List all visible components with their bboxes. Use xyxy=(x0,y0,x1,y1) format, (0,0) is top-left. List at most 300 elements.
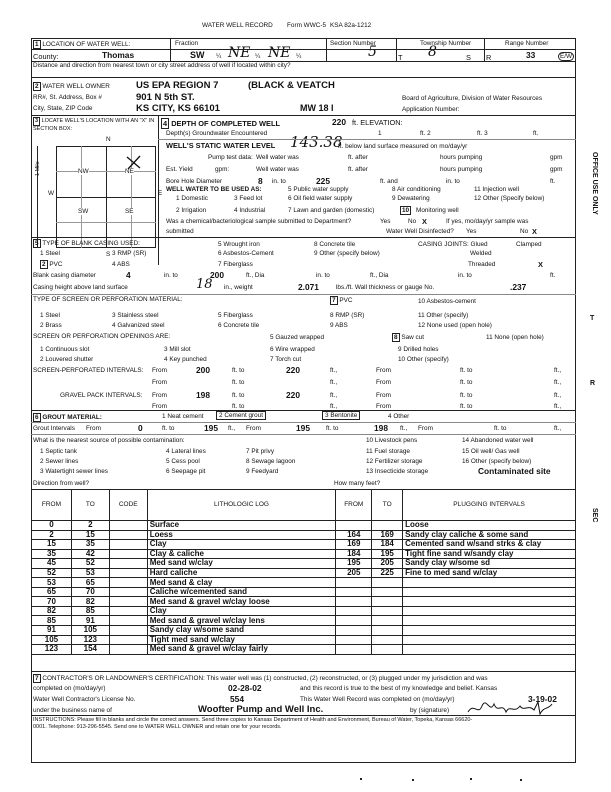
disinfected-no: No xyxy=(520,228,529,235)
se-label: SE xyxy=(125,208,134,215)
log-cell-code xyxy=(109,568,147,578)
mw-value: MW 18 I xyxy=(300,103,334,113)
contam-13: 13 Insecticide storage xyxy=(366,468,429,475)
log-cell-lithology: Med sand & gravel w/clay loose xyxy=(147,597,336,607)
grout-intervals-label: Grout Intervals xyxy=(33,425,75,432)
quarter-1: ¼ xyxy=(216,53,222,60)
board-label: Board of Agriculture, Division of Water Resources xyxy=(402,95,543,102)
bore-to-value: 225 xyxy=(316,176,330,186)
spi-ft-to: ft. to xyxy=(232,367,245,374)
scan-speck xyxy=(412,779,414,781)
screen-9: 9 ABS xyxy=(330,322,348,329)
casing-ft-dia-2: ft., Dia xyxy=(370,272,389,279)
s-label: S xyxy=(466,53,471,62)
table-row xyxy=(32,645,576,655)
contam-9: 9 Feedyard xyxy=(246,468,279,475)
log-cell-lithology: Surface xyxy=(147,521,336,531)
sw-label: SW xyxy=(78,208,89,215)
form-title: WATER WELL RECORD xyxy=(202,22,273,29)
casing-ft-dia: ft., Dia xyxy=(246,272,265,279)
log-cell-lithology: Med sand & gravel w/clay lens xyxy=(147,616,336,626)
spi-ft-4: ft., xyxy=(554,379,562,386)
quarter-2: ¼ xyxy=(255,53,261,60)
contam-8: 8 Sewage lagoon xyxy=(246,458,296,465)
license-value: 554 xyxy=(230,694,244,704)
open-7: 7 Torch cut xyxy=(270,356,302,363)
screen-2: 2 Brass xyxy=(40,322,62,329)
contam-2: 2 Sewer lines xyxy=(40,458,79,465)
log-cell-lithology: Caliche w/cemented sand xyxy=(147,587,336,597)
log-cell-from: 45 xyxy=(32,559,72,569)
grout-ft-to-3: ft. to xyxy=(494,425,507,432)
log-cell-plug-from xyxy=(336,635,372,645)
open-3: 3 Mill slot xyxy=(164,346,191,353)
log-cell-code xyxy=(109,521,147,531)
depth-value: 220 xyxy=(332,117,346,127)
log-cell-from: 91 xyxy=(32,626,72,636)
signature-label: by (signature) xyxy=(410,707,450,714)
table-row xyxy=(32,578,576,588)
static-level-value: 143.38 xyxy=(290,133,343,151)
range-number-label: Range Number xyxy=(505,40,549,47)
casing-7: 7 Fiberglass xyxy=(218,261,253,268)
log-cell-plug-from xyxy=(336,587,372,597)
log-cell-code xyxy=(109,606,147,616)
log-cell-code xyxy=(109,578,147,588)
contam-3: 3 Watertight sewer lines xyxy=(40,468,108,475)
contam-5: 5 Cess pool xyxy=(166,458,200,465)
use-11: 11 Injection well xyxy=(474,186,519,193)
owner-value: US EPA REGION 7 xyxy=(136,80,219,91)
log-cell-plugging: Fine to med sand w/clay xyxy=(403,568,576,578)
screen-material-label: TYPE OF SCREEN OR PERFORATION MATERIAL: xyxy=(33,296,183,303)
elevation-label: ft. ELEVATION: xyxy=(352,118,403,127)
business-value: Woofter Pump and Well Inc. xyxy=(198,704,324,715)
instructions-line-1: INSTRUCTIONS: Please fill in blanks and circle the correct answers. Send three copies to Kansas Department of Health and Environment, Bureau of Water, Topeka, Kansas 66620- xyxy=(33,717,473,723)
open-8-sawcut: 8 Saw cut xyxy=(394,334,425,341)
log-cell-code xyxy=(109,549,147,559)
log-cell-plugging: Tight fine sand w/sandy clay xyxy=(403,549,576,559)
grout-to-2-value: 198 xyxy=(374,423,388,433)
license-label: Water Well Contractor's License No. xyxy=(33,696,136,703)
log-cell-plugging: Cemented sand w/sand strks & clay xyxy=(403,540,576,550)
side-t-label: T xyxy=(590,315,595,322)
contam-12: 12 Fertilizer storage xyxy=(366,458,423,465)
gpm-2: gpm: xyxy=(215,166,230,173)
table-row xyxy=(32,606,576,616)
open-5: 5 Gauzed wrapped xyxy=(270,334,325,341)
log-cell-to: 15 xyxy=(71,530,109,540)
log-cell-plug-from xyxy=(336,597,372,607)
t-label: T xyxy=(398,53,403,62)
table-row xyxy=(32,559,576,569)
casing-to-value: 200 xyxy=(210,270,224,280)
contam-15: 15 Oil well/ Gas well xyxy=(462,448,520,455)
spi-ft-to-4: ft. to xyxy=(460,379,473,386)
log-header-row xyxy=(32,490,576,521)
screen-3: 3 Stainless steel xyxy=(112,312,159,319)
contam-other-value: Contaminated site xyxy=(478,466,551,476)
contam-1: 1 Septic tank xyxy=(40,448,77,455)
grout-from-2-value: 195 xyxy=(296,423,310,433)
gp-from-value: 198 xyxy=(196,390,210,400)
log-cell-plugging xyxy=(403,635,576,645)
completed-label: completed on (mo/day/yr) xyxy=(33,685,106,692)
casing-in-to: in. to xyxy=(164,272,178,279)
log-cell-code xyxy=(109,626,147,636)
log-cell-plug-to: 195 xyxy=(372,549,403,559)
log-cell-from: 123 xyxy=(32,645,72,655)
log-cell-plug-to xyxy=(372,521,403,531)
gw-4: ft. xyxy=(533,130,539,137)
grout-2: 2 Cement grout xyxy=(216,411,266,420)
use-10-label: Monitoring well xyxy=(416,207,459,214)
section-4-depth: 4 DEPTH OF COMPLETED WELL xyxy=(163,119,280,128)
gp-ft-2: ft., xyxy=(554,392,562,399)
bore-diameter-label: Bore Hole Diameter xyxy=(166,178,223,185)
fraction-label: Fraction xyxy=(175,40,199,47)
log-cell-from: 105 xyxy=(32,635,72,645)
submitted-label: submitted xyxy=(166,228,194,235)
gp-ft-to-4: ft. to xyxy=(460,403,473,410)
south-label: S xyxy=(106,251,111,258)
well-use-label: WELL WATER TO BE USED AS: xyxy=(166,186,262,193)
log-cell-plug-from xyxy=(336,626,372,636)
contam-10: 10 Livestock pens xyxy=(366,437,418,444)
casing-in-to-3: in. to xyxy=(458,272,472,279)
use-8: 8 Air conditioning xyxy=(392,186,441,193)
table-row xyxy=(32,597,576,607)
casing-8: 8 Concrete tile xyxy=(314,241,356,248)
gpm-3: gpm xyxy=(550,166,563,173)
table-row xyxy=(32,616,576,626)
grout-ft-3: ft., xyxy=(554,425,562,432)
gp-from-label-3: From xyxy=(152,403,167,410)
casing-diameter-label: Blank casing diameter xyxy=(33,272,96,279)
chem-question: Was a chemical/bacteriological sample submitted to Department? xyxy=(166,218,352,225)
log-cell-plug-from xyxy=(336,578,372,588)
north-label: N xyxy=(106,136,111,143)
log-cell-plug-from: 205 xyxy=(336,568,372,578)
header-from: FROM xyxy=(32,490,72,521)
section-5-label: 5 TYPE OF BLANK CASING USED: xyxy=(35,240,140,247)
grout-4: 4 Other xyxy=(388,413,410,420)
casing-3: 3 RMP (SR) xyxy=(112,250,147,257)
open-9: 9 Drilled holes xyxy=(398,346,439,353)
log-cell-from: 0 xyxy=(32,521,72,531)
log-cell-lithology: Med sand & clay xyxy=(147,578,336,588)
gravel-label: GRAVEL PACK INTERVALS: xyxy=(60,392,143,399)
pump-test-label: Pump test data: xyxy=(208,154,253,161)
log-cell-from: 85 xyxy=(32,616,72,626)
spi-from-label: From xyxy=(152,367,167,374)
open-2: 2 Louvered shutter xyxy=(40,356,94,363)
log-cell-to: 2 xyxy=(71,521,109,531)
spi-from-value: 200 xyxy=(196,365,210,375)
header-plugging: PLUGGING INTERVALS xyxy=(403,490,576,521)
gp-ft-to: ft. to xyxy=(232,392,245,399)
gw-1: 1 xyxy=(378,130,382,137)
grout-from-2: From xyxy=(246,425,261,432)
city-label: City, State, ZIP Code xyxy=(33,105,93,112)
log-cell-code xyxy=(109,635,147,645)
form-number: Form WWC-5 xyxy=(287,22,327,29)
log-cell-lithology: Tight med sand w/clay xyxy=(147,635,336,645)
grout-to-1-value: 195 xyxy=(204,423,218,433)
scan-speck xyxy=(360,778,362,780)
section-1-label: 1 LOCATION OF WATER WELL: xyxy=(35,41,131,48)
gp-to-value: 220 xyxy=(286,390,300,400)
log-cell-from: 70 xyxy=(32,597,72,607)
log-cell-from: 65 xyxy=(32,587,72,597)
log-cell-to: 154 xyxy=(71,645,109,655)
casing-9: 9 Other (specify below) xyxy=(314,250,380,257)
log-cell-plugging xyxy=(403,645,576,655)
use-6: 6 Oil field water supply xyxy=(288,195,353,202)
casing-in-to-2: in. to xyxy=(316,272,330,279)
township-number-label: Township Number xyxy=(420,40,472,47)
bore-ft-2: ft. xyxy=(550,178,556,185)
log-cell-from: 35 xyxy=(32,549,72,559)
fraction-1: SW xyxy=(190,50,205,60)
ft-after-2: ft. after xyxy=(348,166,368,173)
use-1: 1 Domestic xyxy=(176,195,208,202)
casing-height-value: 18 xyxy=(196,277,213,292)
log-cell-plug-to xyxy=(372,606,403,616)
log-cell-to: 35 xyxy=(71,540,109,550)
section-6-label: 6 GROUT MATERIAL: xyxy=(35,414,102,421)
log-cell-plugging: Loose xyxy=(403,521,576,531)
hours-pumping-1: hours pumping xyxy=(440,154,483,161)
table-row xyxy=(32,521,576,531)
log-cell-from: 52 xyxy=(32,568,72,578)
log-cell-to: 105 xyxy=(71,626,109,636)
gp-ft-1: ft., xyxy=(330,392,338,399)
application-label: Application Number: xyxy=(402,106,460,113)
log-cell-plug-from: 184 xyxy=(336,549,372,559)
spi-to-value: 220 xyxy=(286,365,300,375)
open-11: 11 None (open hole) xyxy=(486,334,544,341)
open-4: 4 Key punched xyxy=(164,356,207,363)
casing-diameter-value: 4 xyxy=(126,270,131,280)
contam-4: 4 Lateral lines xyxy=(166,448,206,455)
contam-7: 7 Pit privy xyxy=(246,448,275,455)
casing-6: 6 Asbestos-Cement xyxy=(218,250,274,257)
casing-ft-3: ft. xyxy=(550,272,556,279)
spi-ft-2: ft., xyxy=(554,367,562,374)
log-cell-from: 15 xyxy=(32,540,72,550)
log-cell-from: 53 xyxy=(32,578,72,588)
table-row xyxy=(32,530,576,540)
log-cell-to: 52 xyxy=(71,559,109,569)
table-row xyxy=(32,568,576,578)
gauge-value: .237 xyxy=(510,282,527,292)
section-2-label: 2 WATER WELL OWNER xyxy=(35,83,110,90)
spi-from-label-3: From xyxy=(152,379,167,386)
spi-ft-to-3: ft. to xyxy=(232,379,245,386)
casing-joints-label: CASING JOINTS: Glued xyxy=(418,241,488,248)
log-cell-to: 70 xyxy=(71,587,109,597)
casing-4: 4 ABS xyxy=(112,261,130,268)
owner-value-2: (BLACK & VEATCH xyxy=(248,80,335,91)
casing-height-label: Casing height above land surface xyxy=(33,284,128,291)
nw-label: NW xyxy=(78,168,89,175)
disinfected-no-x: X xyxy=(532,227,537,236)
log-cell-plug-to xyxy=(372,616,403,626)
log-cell-plug-from xyxy=(336,645,372,655)
screen-12: 12 None used (open hole) xyxy=(418,322,492,329)
casing-weight-unit: lbs./ft. Wall thickness or gauge No. xyxy=(336,284,435,291)
r-label: R xyxy=(486,53,492,62)
log-cell-code xyxy=(109,616,147,626)
spi-from-label-2: From xyxy=(376,367,391,374)
west-label: W xyxy=(48,190,55,197)
static-level-rest: ft. below land surface measured on mo/day/yr xyxy=(338,143,468,150)
grout-1: 1 Neat cement xyxy=(162,413,204,420)
log-cell-plug-to xyxy=(372,635,403,645)
hours-pumping-2: hours pumping xyxy=(440,166,483,173)
contam-6: 6 Seepage pit xyxy=(166,468,206,475)
log-cell-from: 2 xyxy=(32,530,72,540)
log-cell-plug-to xyxy=(372,597,403,607)
log-cell-plugging xyxy=(403,597,576,607)
open-10: 10 Other (specify) xyxy=(398,356,449,363)
header-code: CODE xyxy=(109,490,147,521)
gw-2: ft. 2 xyxy=(420,130,431,137)
east-label: E xyxy=(158,190,163,197)
log-cell-to: 42 xyxy=(71,549,109,559)
distance-label: Distance and direction from nearest town or city street address of well if located within city? xyxy=(33,62,291,69)
gp-from-label: From xyxy=(152,392,167,399)
county-label: County: xyxy=(33,52,59,61)
log-cell-plug-from xyxy=(336,616,372,626)
section-3-label: 3 LOCATE WELL'S LOCATION WITH AN "X" IN SECTION BOX: xyxy=(33,118,155,132)
grout-ft-1: ft., xyxy=(228,425,236,432)
if-yes-label: If yes, mo/day/yr sample was xyxy=(446,218,529,225)
est-yield-label: Est. Yield xyxy=(166,166,193,173)
grout-ft-to-2: ft. to xyxy=(326,425,339,432)
log-cell-lithology: Clay xyxy=(147,540,336,550)
contamination-label: What is the nearest source of possible contamination: xyxy=(33,437,185,444)
lithologic-log-table xyxy=(31,489,576,655)
county-value: Thomas xyxy=(102,50,135,60)
header-lithologic-log: LITHOLOGIC LOG xyxy=(147,490,336,521)
ew-circle: E/W xyxy=(560,53,573,60)
grout-ft-2: ft., xyxy=(400,425,408,432)
address-value: 901 N 5th ST. xyxy=(136,92,195,103)
record-completed-label: This Water Well Record was completed on (mo/day/yr) xyxy=(300,696,455,703)
use-5: 5 Public water supply xyxy=(288,186,349,193)
log-cell-to: 65 xyxy=(71,578,109,588)
contam-14: 14 Abandoned water well xyxy=(462,437,534,444)
range-value: 33 xyxy=(526,50,536,60)
spi-ft-1: ft., xyxy=(330,367,338,374)
contam-11: 11 Fuel storage xyxy=(366,448,410,455)
section-number-label: Section Number xyxy=(330,40,376,47)
log-cell-to: 123 xyxy=(71,635,109,645)
log-cell-plugging: Sandy clay w/some sd xyxy=(403,559,576,569)
log-cell-plug-from xyxy=(336,606,372,616)
ksa-number: KSA 82a-1212 xyxy=(330,22,372,29)
spi-ft-3: ft., xyxy=(330,379,338,386)
log-cell-to: 82 xyxy=(71,597,109,607)
log-cell-lithology: Sandy clay w/some sand xyxy=(147,626,336,636)
log-cell-code xyxy=(109,645,147,655)
log-cell-to: 91 xyxy=(71,616,109,626)
log-cell-plug-to: 169 xyxy=(372,530,403,540)
log-cell-lithology: Loess xyxy=(147,530,336,540)
screen-10: 10 Asbestos-cement xyxy=(418,298,476,305)
screen-11: 11 Other (specify) xyxy=(418,312,469,319)
gp-from-label-4: From xyxy=(376,403,391,410)
log-cell-plug-to: 184 xyxy=(372,540,403,550)
gp-ft-3: ft., xyxy=(330,403,338,410)
screen-4: 4 Galvanized steel xyxy=(112,322,165,329)
table-row xyxy=(32,549,576,559)
table-row xyxy=(32,587,576,597)
log-cell-code xyxy=(109,559,147,569)
gp-ft-to-2: ft. to xyxy=(460,392,473,399)
threaded-label: Threaded xyxy=(468,261,496,268)
log-cell-from: 82 xyxy=(32,606,72,616)
completed-value: 02-28-02 xyxy=(228,683,262,693)
spi-label: SCREEN-PERFORATED INTERVALS: xyxy=(33,367,144,374)
log-cell-plugging xyxy=(403,606,576,616)
screen-1: 1 Steel xyxy=(40,312,60,319)
grout-ft-to-1: ft. to xyxy=(162,425,175,432)
bore-diameter-value: 8 xyxy=(258,176,263,186)
log-cell-plug-to xyxy=(372,626,403,636)
table-row xyxy=(32,626,576,636)
welded-label: Welded xyxy=(470,250,492,257)
log-cell-lithology: Clay & caliche xyxy=(147,549,336,559)
office-use-only-label: OFFICE USE ONLY xyxy=(591,152,598,215)
gp-from-label-2: From xyxy=(376,392,391,399)
use-7: 7 Lawn and garden (domestic) xyxy=(288,207,375,214)
log-cell-lithology: Med sand & gravel w/clay fairly xyxy=(147,645,336,655)
ne-label: NE xyxy=(125,168,134,175)
log-cell-plug-from: 195 xyxy=(336,559,372,569)
address-label: RR#, St. Address, Box # xyxy=(33,94,102,101)
bore-in-to: in. to xyxy=(272,178,286,185)
business-label: under the business name of xyxy=(33,707,112,714)
grout-from-1: From xyxy=(86,425,101,432)
bore-ft-and: ft. and xyxy=(380,178,398,185)
header-to: TO xyxy=(71,490,109,521)
gw-3: ft. 3 xyxy=(477,130,488,137)
screen-6: 6 Concrete tile xyxy=(218,322,260,329)
log-cell-lithology: Clay xyxy=(147,606,336,616)
chem-no: No xyxy=(408,218,417,225)
how-many-feet-label: How many feet? xyxy=(334,480,381,487)
use-9: 9 Dewatering xyxy=(392,195,430,202)
log-cell-plug-to: 225 xyxy=(372,568,403,578)
screen-5: 5 Fiberglass xyxy=(218,312,253,319)
header-to-2: TO xyxy=(372,490,403,521)
log-cell-lithology: Med sand w/clay xyxy=(147,559,336,569)
grout-3: 3 Bentonite xyxy=(322,411,360,420)
static-level-label: WELL'S STATIC WATER LEVEL xyxy=(166,141,276,150)
use-10-number: 10 xyxy=(402,207,410,214)
open-1: 1 Continuous slot xyxy=(40,346,90,353)
disinfected-yes: Yes xyxy=(466,228,477,235)
use-3: 3 Feed lot xyxy=(234,195,263,202)
table-row xyxy=(32,540,576,550)
use-4: 4 Industrial xyxy=(234,207,266,214)
spi-ft-to-2: ft. to xyxy=(460,367,473,374)
header-from-2: FROM xyxy=(336,490,372,521)
ft-after-1: ft. after xyxy=(348,154,368,161)
